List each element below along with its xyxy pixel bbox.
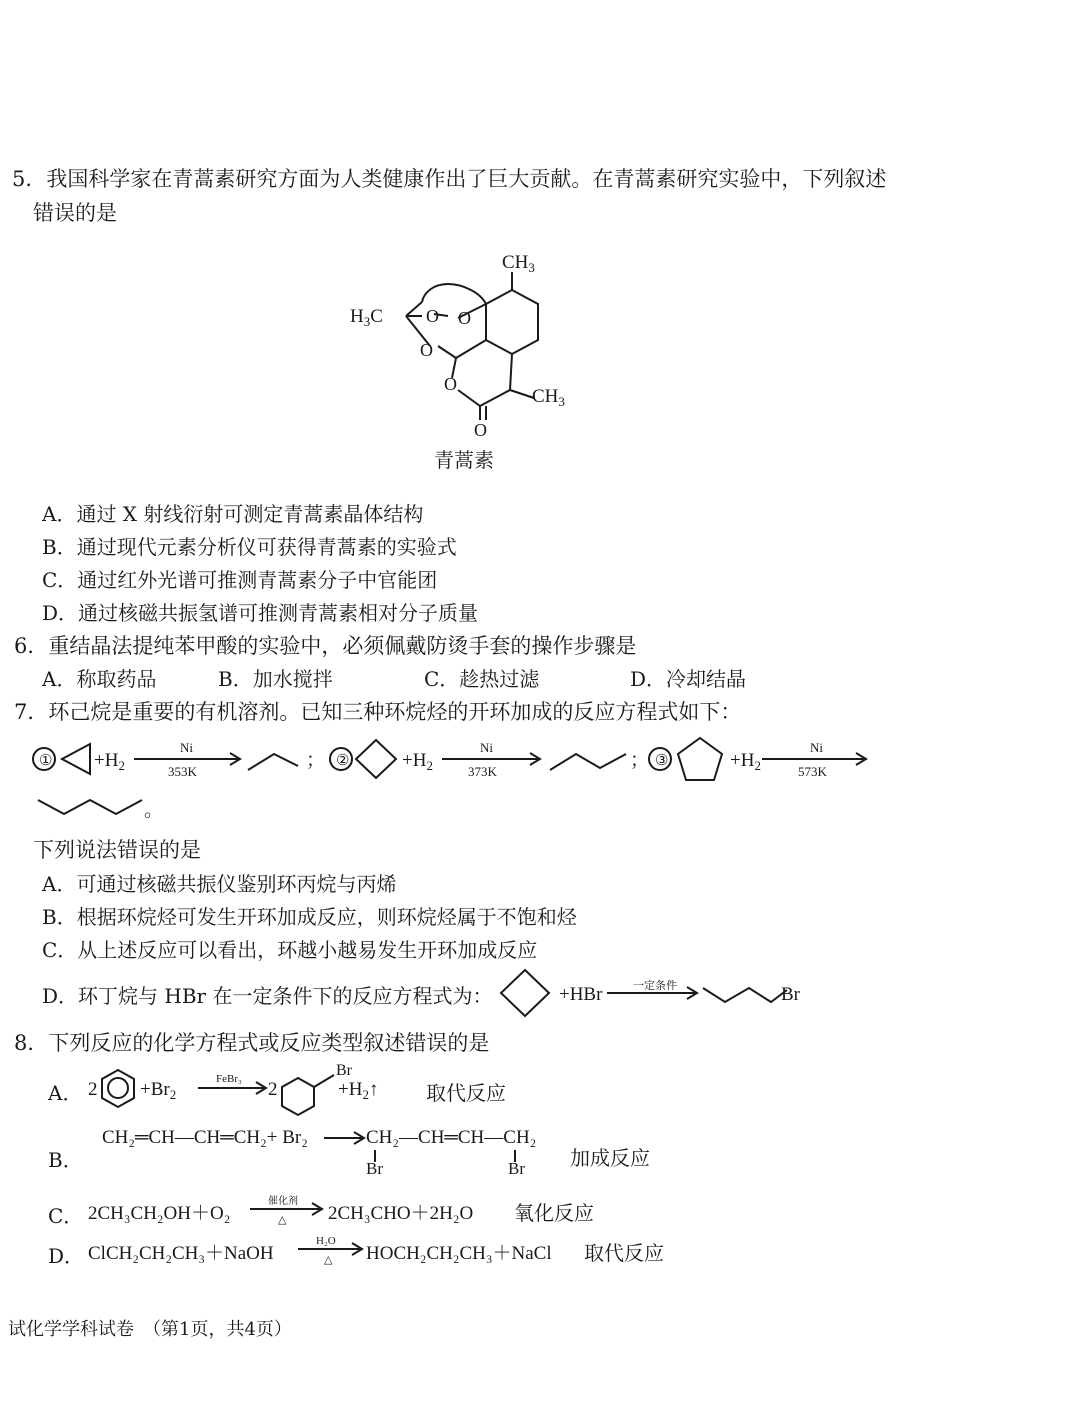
q8-a-coef1: 2 [88, 1079, 98, 1100]
q8-a-letter: A． [48, 1081, 83, 1105]
q6-option-d: D．冷却结晶 [630, 667, 747, 691]
reaction-3-catalyst: Ni [810, 740, 823, 755]
q8-d-arrow [296, 1232, 366, 1266]
reaction-3-end: 。 [144, 800, 164, 821]
q6-option-b: B．加水搅拌 [218, 667, 333, 691]
q7-option-a: A．可通过核磁共振仪鉴别环丙烷与丙烯 [42, 872, 397, 896]
q8-d-letter: D． [48, 1244, 85, 1268]
reaction-3-reagent: $+H_2$ [730, 750, 761, 773]
o-label-1: O [426, 306, 439, 326]
o-label-carbonyl: O [474, 420, 487, 440]
q8-c-right: 2CH₃CHO＋2H₂O [328, 1203, 474, 1224]
q8-b-letter: B． [48, 1148, 83, 1172]
option-d-reagent: +HBr [559, 984, 603, 1005]
q8-d-condition-top: H₂O [316, 1235, 336, 1247]
q6-option-a: A．称取药品 [42, 667, 157, 691]
reaction-1-separator: ； [306, 750, 326, 771]
q8-b-br1: Br [366, 1159, 383, 1178]
reaction-2-catalyst: Ni [480, 740, 493, 755]
o-label-3: O [420, 340, 433, 360]
reaction-1-temp: 353K [168, 764, 197, 779]
q8-a-catalyst: FeBr₃ [216, 1073, 242, 1085]
o-label-4: O [444, 374, 457, 394]
q7-option-d-equation [495, 962, 815, 1022]
q5-option-d: D．通过核磁共振氢谱可推测青蒿素相对分子质量 [42, 601, 479, 625]
q5-option-a: A．通过 X 射线衍射可测定青蒿素晶体结构 [42, 502, 424, 526]
reaction-3-number: ③ [655, 753, 669, 769]
reaction-2-temp: 373K [468, 764, 497, 779]
ch3-right-label: $CH_3$ [532, 386, 565, 409]
q8-b-left: CH₂═CH—CH═CH₂+ Br₂ [102, 1127, 308, 1148]
q8-a-coef2: 2 [268, 1079, 278, 1100]
q8-d-condition-bottom: △ [324, 1254, 333, 1266]
q6-option-c: C．趁热过滤 [424, 667, 540, 691]
q8-d-left: ClCH₂CH₂CH₃＋NaOH [88, 1243, 274, 1264]
ch3-top-label: $CH_3$ [502, 252, 535, 275]
h3c-label: $H_3C$ [350, 306, 383, 329]
q8-b-arrow [322, 1128, 366, 1148]
o-label-2: O [458, 308, 471, 328]
reaction-2-reagent: $+H_2$ [402, 750, 433, 773]
q5-stem-line1: 5．我国科学家在青蒿素研究方面为人类健康作出了巨大贡献。在青蒿素研究实验中，下列叙述 [12, 167, 887, 191]
q8-a-reagent: $+Br_2$ [140, 1079, 177, 1102]
reaction-1-reagent: $+H_2$ [94, 750, 125, 773]
reaction-1-number: ① [39, 753, 53, 769]
q8-a-h2: $+H_2↑$ [338, 1079, 379, 1102]
q8-c-left: 2CH₃CH₂OH＋O₂ [88, 1203, 231, 1224]
q8-c-letter: C． [48, 1204, 84, 1228]
q8-c-arrow [248, 1192, 326, 1226]
q8-b-type: 加成反应 [570, 1146, 650, 1170]
reaction-2-number: ② [336, 753, 350, 769]
q8-a-type: 取代反应 [426, 1081, 506, 1105]
q6-stem: 6．重结晶法提纯苯甲酸的实验中，必须佩戴防烫手套的操作步骤是 [14, 634, 637, 658]
q8-stem: 8．下列反应的化学方程式或反应类型叙述错误的是 [14, 1031, 490, 1055]
reaction-2-separator: ； [630, 750, 650, 771]
q7-option-b: B．根据环烷烃可发生开环加成反应，则环烷烃属于不饱和烃 [42, 905, 577, 929]
q8-c-type: 氧化反应 [514, 1201, 594, 1225]
reaction-3-temp: 573K [798, 764, 827, 779]
q7-stem: 7．环己烷是重要的有机溶剂。已知三种环烷烃的开环加成的反应方程式如下： [14, 700, 742, 724]
q7-prompt: 下列说法错误的是 [33, 838, 201, 862]
q7-option-d: D．环丁烷与 HBr 在一定条件下的反应方程式为： [42, 984, 493, 1008]
q5-stem-line2: 错误的是 [33, 201, 117, 225]
option-d-condition: 一定条件 [633, 980, 677, 992]
page-footer: 试化学学科试卷 （第1页，共4页） [8, 1319, 292, 1340]
q8-c-condition-bottom: △ [278, 1214, 287, 1226]
q8-b-br2: Br [508, 1159, 525, 1178]
q8-b-right: CH₂—CH═CH—CH₂ [366, 1127, 537, 1148]
q8-d-type: 取代反应 [584, 1241, 664, 1265]
q5-option-b: B．通过现代元素分析仪可获得青蒿素的实验式 [42, 535, 457, 559]
q8-a-br: Br [336, 1062, 352, 1079]
reaction-1-catalyst: Ni [180, 740, 193, 755]
q8-d-right: HOCH₂CH₂CH₃＋NaCl [366, 1243, 552, 1264]
q7-reaction-equations [30, 732, 880, 822]
q5-option-c: C．通过红外光谱可推测青蒿素分子中官能团 [42, 568, 438, 592]
option-d-br: Br [781, 984, 800, 1005]
q8-c-condition-top: 催化剂 [268, 1196, 298, 1207]
structure-caption: 青蒿素 [434, 448, 494, 472]
q7-option-c: C．从上述反应可以看出，环越小越易发生开环加成反应 [42, 938, 538, 962]
